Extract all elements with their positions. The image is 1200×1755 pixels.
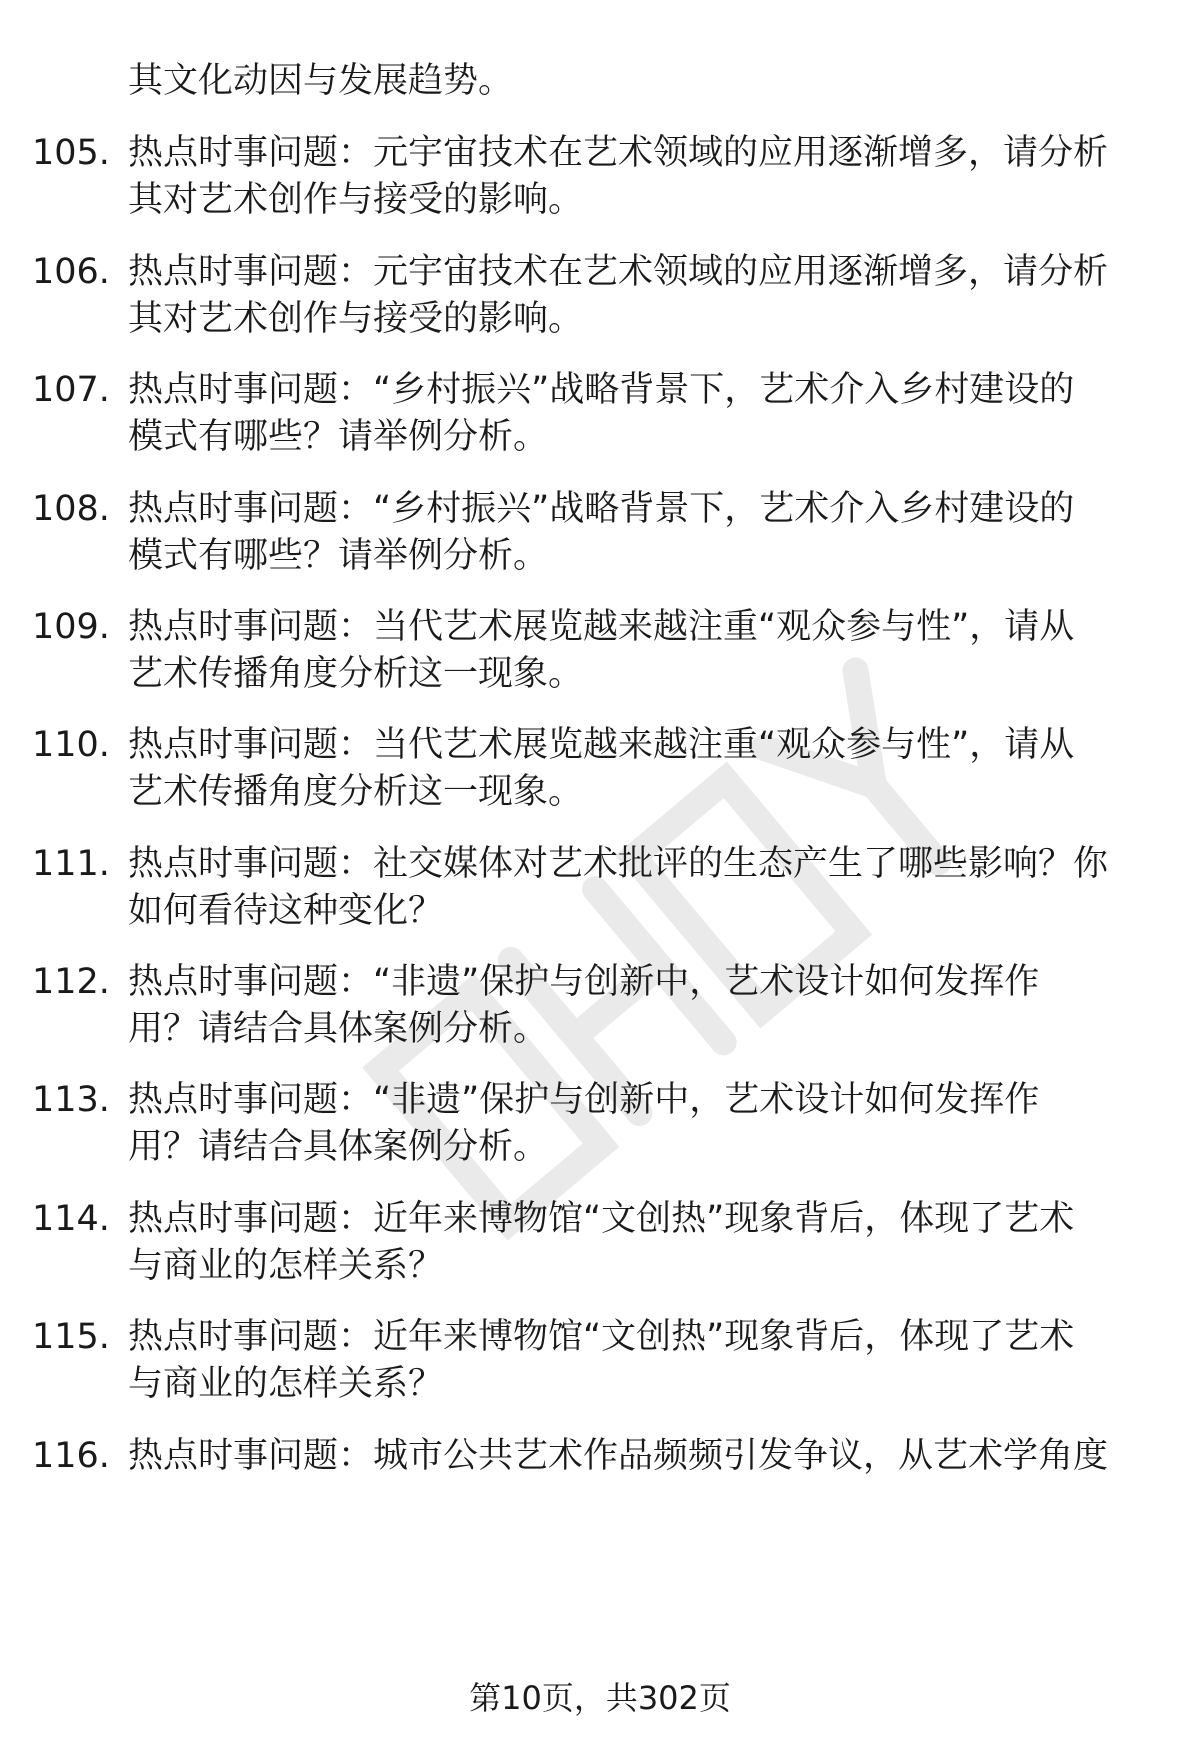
question-number: 111. xyxy=(32,844,110,884)
question-number: 114. xyxy=(32,1199,110,1239)
question-text-line: 热点时事问题：社交媒体对艺术批评的生态产生了哪些影响？你 xyxy=(128,844,1109,884)
continuation-line: 其文化动因与发展趋势。 xyxy=(128,61,514,101)
question-text-line: 热点时事问题：元宇宙技术在艺术领域的应用逐渐增多，请分析 xyxy=(128,133,1109,173)
question-text-line: 模式有哪些？请举例分析。 xyxy=(128,417,549,457)
question-number: 108. xyxy=(32,489,110,529)
question-text-line: 用？请结合具体案例分析。 xyxy=(128,1127,549,1167)
page-footer: 第10页，共302页 xyxy=(469,1679,731,1717)
question-number: 110. xyxy=(32,725,110,765)
question-text-line: 热点时事问题：“非遗”保护与创新中，艺术设计如何发挥作 xyxy=(128,962,1040,1002)
question-text-line: 艺术传播角度分析这一现象。 xyxy=(128,772,584,812)
question-text-line: 与商业的怎样关系？ xyxy=(128,1246,444,1286)
question-number: 107. xyxy=(32,370,110,410)
question-number: 116. xyxy=(32,1436,110,1476)
question-text-line: 热点时事问题：近年来博物馆“文创热”现象背后，体现了艺术 xyxy=(128,1317,1075,1357)
question-text-line: 热点时事问题：“乡村振兴”战略背景下，艺术介入乡村建设的 xyxy=(128,489,1075,529)
question-text-line: 热点时事问题：城市公共艺术作品频频引发争议，从艺术学角度 xyxy=(128,1436,1109,1476)
question-number: 113. xyxy=(32,1080,110,1120)
question-text-line: 如何看待这种变化？ xyxy=(128,891,444,931)
question-text-line: 热点时事问题：近年来博物馆“文创热”现象背后，体现了艺术 xyxy=(128,1199,1075,1239)
question-number: 105. xyxy=(32,133,110,173)
question-text-line: 其对艺术创作与接受的影响。 xyxy=(128,299,584,339)
question-text-line: 热点时事问题：当代艺术展览越来越注重“观众参与性”，请从 xyxy=(128,725,1075,765)
question-number: 109. xyxy=(32,607,110,647)
question-text-line: 艺术传播角度分析这一现象。 xyxy=(128,654,584,694)
question-text-line: 热点时事问题：“乡村振兴”战略背景下，艺术介入乡村建设的 xyxy=(128,370,1075,410)
question-text-line: 其对艺术创作与接受的影响。 xyxy=(128,180,584,220)
question-text-line: 用？请结合具体案例分析。 xyxy=(128,1009,549,1049)
question-text-line: 模式有哪些？请举例分析。 xyxy=(128,536,549,576)
question-text-line: 与商业的怎样关系？ xyxy=(128,1364,444,1404)
question-text-line: 热点时事问题：元宇宙技术在艺术领域的应用逐渐增多，请分析 xyxy=(128,252,1109,292)
question-number: 112. xyxy=(32,962,110,1002)
question-number: 115. xyxy=(32,1317,110,1357)
question-text-line: 热点时事问题：当代艺术展览越来越注重“观众参与性”，请从 xyxy=(128,607,1075,647)
question-text-line: 热点时事问题：“非遗”保护与创新中，艺术设计如何发挥作 xyxy=(128,1080,1040,1120)
question-number: 106. xyxy=(32,252,110,292)
